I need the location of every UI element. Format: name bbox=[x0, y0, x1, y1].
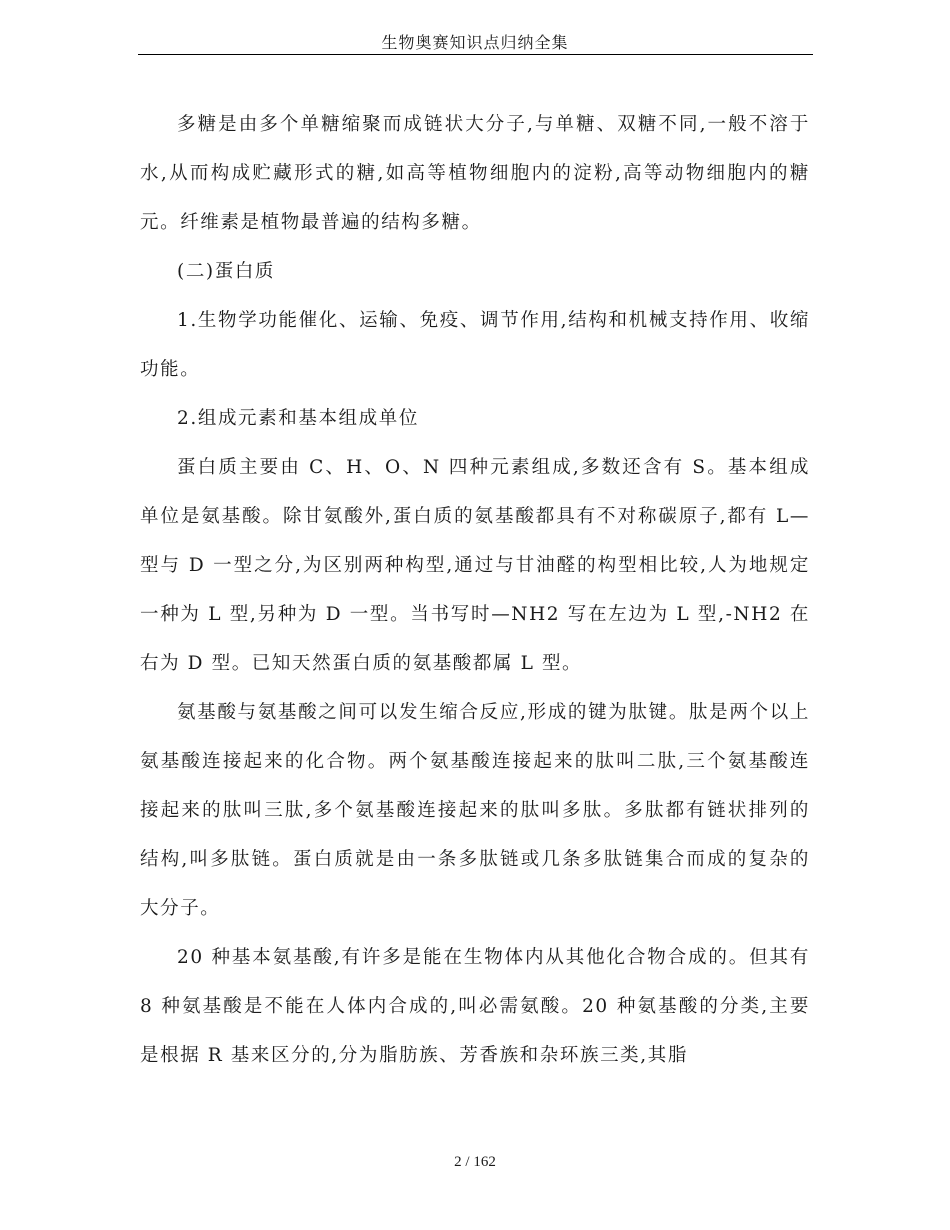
paragraph-biological-function: 1.生物学功能催化、运输、免疫、调节作用,结构和机械支持作用、收缩功能。 bbox=[140, 310, 810, 380]
paragraph-essential-amino-acids: 20 种基本氨基酸,有许多是能在生物体内从其他化合物合成的。但其有 8 种氨基酸是不能在人体内合成的,叫必需氨酸。20 种氨基酸的分类,主要是根据 R 基来区分的,分为脂肪族、芳香族和杂环族三类,其脂 bbox=[140, 947, 810, 1066]
page-header-title: 生物奥赛知识点归纳全集 bbox=[381, 33, 569, 52]
page-number: 2 / 162 bbox=[454, 1154, 496, 1170]
paragraph-peptide-bond: 氨基酸与氨基酸之间可以发生缩合反应,形成的键为肽键。肽是两个以上氨基酸连接起来的化合物。两个氨基酸连接起来的肽叫二肽,三个氨基酸连接起来的肽叫三肽,多个氨基酸连接起来的肽叫多肽。多肽都有链状排列的结构,叫多肽链。蛋白质就是由一条多肽链或几条多肽链集合而成的复杂的大分子。 bbox=[140, 702, 810, 919]
header-divider bbox=[138, 54, 813, 55]
document-body bbox=[140, 100, 810, 1080]
subheading-composition: 2.组成元素和基本组成单位 bbox=[177, 408, 419, 429]
section-heading-protein: (二)蛋白质 bbox=[177, 261, 276, 282]
paragraph-polysaccharide: 多糖是由多个单糖缩聚而成链状大分子,与单糖、双糖不同,一般不溶于水,从而构成贮藏形式的糖,如高等植物细胞内的淀粉,高等动物细胞内的糖元。纤维素是植物最普遍的结构多糖。 bbox=[140, 114, 810, 233]
paragraph-elements-amino-acids: 蛋白质主要由 C、H、O、N 四种元素组成,多数还含有 S。基本组成单位是氨基酸。除甘氨酸外,蛋白质的氨基酸都具有不对称碳原子,都有 L—型与 D 一型之分,为区别两种构型,通过与甘油醛的构型相比较,人为地规定一种为 L 型,另种为 D 一型。当书写时—NH2 写在左边为 L 型,-NH2 在右为 D 型。已知天然蛋白质的氨基酸都属 L 型。 bbox=[140, 457, 810, 674]
